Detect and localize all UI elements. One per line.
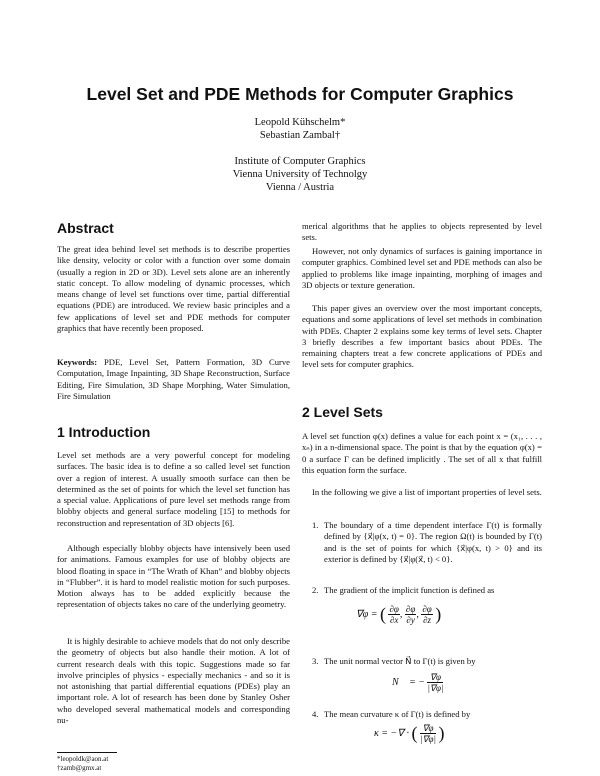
- level-sets-heading: 2 Level Sets: [302, 404, 383, 420]
- curvature-lhs: κ = −∇ ·: [374, 727, 409, 739]
- author-2: Sebastian Zambal†: [259, 130, 341, 141]
- intro-paragraph-1: Level set methods are a very powerful concept for modeling surfaces. The basic idea is to define a so called level set function over a region of interest. A usually smooth surface can then be determined as the set of points for which the level set function has a special value. Applications of pure level set methods range from blobby objects and general surface modeling [15] to methods for reconstruction and representation of 3D objects [6].: [57, 450, 290, 528]
- keywords-label: Keywords:: [57, 357, 98, 367]
- level-sets-intro: A level set function φ(x) defines a value for each point x = (x₁, . . . , xₙ) in a n-dimensional space. The point is that by the equation φ(x) = 0 a surface Γ can be defined implicitly . The set of all x that fulfill this equation form the surface.: [302, 431, 542, 475]
- continuation-paragraph: merical algorithms that he applies to objects represented by level sets.: [302, 221, 542, 243]
- gradient-lhs: ∇φ =: [356, 608, 378, 620]
- footnote-1: *leopoldk@aon.at: [57, 755, 109, 763]
- item-number: 1.: [312, 520, 319, 530]
- item-text: The boundary of a time dependent interface Γ(t) is formally defined by {x⃗|φ(x, t) = 0}. The region Ω(t) is bounded by Γ(t) and is the set of points for which {x⃗|φ(x, t) > 0} and its exterior is defined by {x⃗|φ(x⃗, t) < 0}.: [324, 520, 542, 564]
- item-number: 3.: [312, 656, 319, 666]
- item-number: 2.: [312, 585, 319, 595]
- footnote-rule: [57, 752, 117, 753]
- normal-equation: N⃗ = − $\frac{\nabla\varphi}{|\nabla\varphi|}$: [392, 672, 444, 693]
- level-sets-list-intro: In the following we give a list of important properties of level sets.: [312, 487, 542, 497]
- keywords-text: PDE, Level Set, Pattern Formation, 3D Curve Computation, Image Inpainting, 3D Shape Reconstruction, Surface Editing, Fire Simulation, 3D Shape Morphing, Water Simulation, Fire Simulation: [57, 357, 290, 401]
- abstract-heading: Abstract: [57, 220, 114, 236]
- item-text: The gradient of the implicit function is defined as: [324, 585, 495, 595]
- item-text: The unit normal vector N⃗ to Γ(t) is given by: [324, 656, 476, 666]
- right-paragraph-2: This paper gives an overview over the most important concepts, equations and some applications of level set methods in combination with PDEs. Chapter 2 explains some key terms of level sets. Chapter 3 briefly describes a few important basics about PDEs. The remaining chapters treat a few concrete applications of PDEs and level sets for computer graphics.: [302, 303, 542, 370]
- affiliation-line-3: Vienna / Austria: [265, 182, 335, 193]
- affiliation-line-1: Institute of Computer Graphics: [234, 156, 366, 167]
- item-text: The mean curvature κ of Γ(t) is defined by: [324, 709, 471, 719]
- intro-paragraph-3: It is highly desirable to achieve models that do not only describe the geometry of objects but also handle their motion. A lot of current research deals with this topic. Suggestions made so far involve principles of physics - especially mechanics - and so it is not astonishing that partial differential equations (PDEs) play an important role. A lot of research has been done by Stanley Osher who developed several mathematical models and corresponding nu-: [57, 636, 290, 726]
- abstract-text: The great idea behind level set methods is to describe properties like density, velocity or color with a function over some domain (usually a region in 2D or 3D). Level sets alone are an inherently static concept. To allow modeling of dynamic processes, which means change of level set functions over time, partial differential equations (PDE) are introduced. We review basic principles and a few applications of level set and PDE methods for computer graphics that have recently been proposed.: [57, 244, 290, 334]
- properties-list: [302, 520, 542, 760]
- introduction-heading: 1 Introduction: [57, 424, 151, 440]
- item-number: 4.: [312, 709, 319, 719]
- paper-title: Level Set and PDE Methods for Computer Graphics: [86, 84, 514, 104]
- right-paragraph-1: However, not only dynamics of surfaces is gaining importance in computer graphics. Combined level set and PDE methods can also be applied to problems like image inpainting, morphing of images and 3D objects or texture generation.: [302, 246, 542, 290]
- intro-paragraph-2: Although especially blobby objects have intensively been used for animations. Famous examples for use of blobby objects are blood floating in space in “The Wrath of Khan” and blobby objects in “Flubber”. it is hard to model realistic motion for such purposes. Motion always has to be added explicitly because the representation of objects takes no care of the underlying geometry.: [57, 543, 290, 610]
- gradient-equation: ∇φ = ( $\frac{\partial\varphi}{\partial x}$ , $\frac{\partial\varphi}{\partial y}$ , $\frac{\partial\varphi}{\partial z}$ ): [356, 604, 442, 625]
- author-1: Leopold Kühschelm*: [254, 117, 346, 128]
- footnote-2: †zamb@gmx.at: [57, 764, 102, 772]
- normal-lhs: N⃗ = −: [392, 676, 425, 688]
- curvature-equation: κ = −∇ · ( $\frac{\nabla\varphi}{|\nabla\varphi|}$ ): [374, 723, 445, 744]
- affiliation-line-2: Vienna University of Technolgy: [232, 169, 368, 180]
- keywords: [57, 357, 290, 402]
